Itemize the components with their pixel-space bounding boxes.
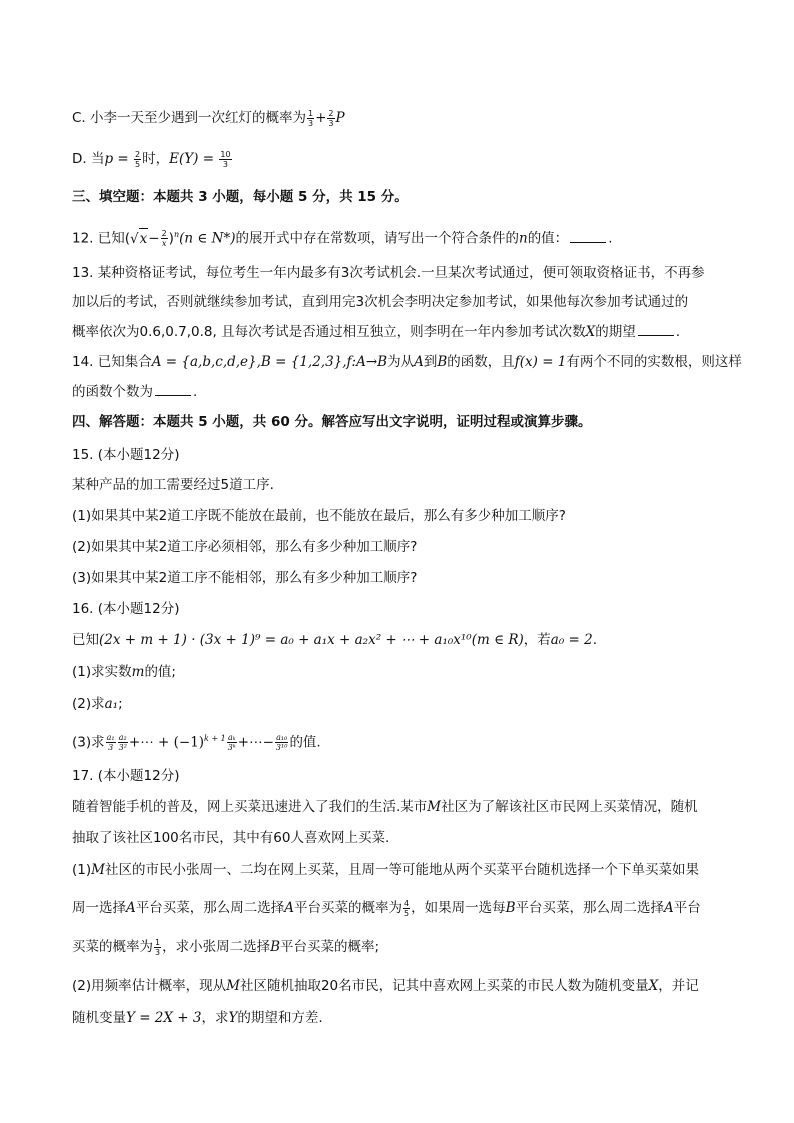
sqrt: √x [130,231,148,247]
text: 的期望和方差. [237,1010,323,1026]
fraction-den: 5 [404,908,410,918]
text: 12. 已知( [72,230,131,247]
question-17-part-1-line-1 [72,860,699,880]
text: 为从 [387,354,415,370]
question-15-stem: 某种产品的加工需要经过5道工序. [72,477,274,493]
fraction-den: 3 [328,118,334,128]
fraction-num: 2 [161,229,167,238]
variable-a: A [664,900,674,916]
text: 社区为了解该社区市民网上买菜情况，随机 [441,799,698,815]
exponent-n: n [173,230,180,239]
variable-b: B [437,354,448,370]
text: . [592,632,598,648]
option-d-text: D. 当 [72,151,105,167]
variable-a: A [414,354,424,370]
question-14-line-2 [72,382,197,402]
text: 的值： [527,230,569,247]
fraction-den: 3 [155,947,161,957]
text: +⋯− [237,734,274,751]
option-c [72,108,345,128]
text: ，如果周一选每 [411,900,506,916]
text: ，并记 [658,978,699,994]
text: 平台买菜，那么周二选择 [135,900,285,916]
fraction-den: 5 [135,159,141,169]
sqrt-radicand: x [139,228,149,249]
set-definition: A = {a,b,c,d,e},B = {1,2,3},f:A→B [151,354,388,370]
text: 的期望 [595,324,636,340]
text: 的值; [144,664,176,680]
variable-m: M [427,799,442,815]
fraction [118,733,128,752]
text: 到 [423,354,438,370]
fraction [134,150,141,169]
fraction-num: 10 [220,149,231,159]
text: (1) [72,862,92,878]
answer-blank [155,383,191,396]
question-16-part-2 [72,694,123,714]
fraction-den: 3ᵏ [227,743,236,752]
text: 随着智能手机的普及，网上买菜迅速进入了我们的生活.某市 [72,799,428,815]
equation: f(x) = 1 [514,354,567,370]
text: 有两个不同的实数根，则这样 [566,354,742,370]
question-13-line-1: 13. 某种资格证考试，每位考生一年内最多有3次考试机会.一旦某次考试通过，便可领取资格证书，不再参 [72,265,705,281]
question-17-part-1-line-3 [72,937,379,957]
variable-m: m [131,664,145,680]
plus-sign: + [315,110,327,126]
question-17-part-1-line-2 [72,898,701,918]
question-17-heading: 17. (本小题12分) [72,768,180,784]
fraction-num: a₁₀ [276,733,288,742]
text: (1)求实数 [72,664,132,680]
variable-b: B [270,939,281,955]
text: (3)求 [72,734,105,751]
section-4-heading: 四、解答题：本题共 5 小题，共 60 分。解答应写出文字说明，证明过程或演算步骤。 [72,414,592,430]
text: 概率依次为0.6,0.7,0.8, 且每次考试是否通过相互独立，则李明在一年内参加考试次数 [72,324,586,340]
text: 的函数个数为 [72,384,153,400]
question-15-part-3: (3)如果其中某2道工序不能相邻，那么有多少种加工顺序? [72,570,418,586]
question-15-part-2: (2)如果其中某2道工序必须相邻，那么有多少种加工顺序? [72,539,418,555]
text: 随机变量 [72,1010,126,1026]
text: (2)用频率估计概率，现从 [72,978,227,994]
question-16-part-1 [72,662,176,682]
variable-m: M [91,862,105,878]
fraction-num: 2 [328,108,334,118]
fraction-num: a₂ [118,733,127,742]
question-15-part-1: (1)如果其中某2道工序既不能放在最前，也不能放在最后，那么有多少种加工顺序? [72,508,566,524]
variable-a1: a₁ [104,696,119,712]
text: +⋯ + (−1) [128,734,205,751]
section-3-heading: 三、填空题：本题共 3 小题，每小题 5 分，共 15 分。 [72,189,408,205]
fraction-num: 2 [135,149,141,159]
variable-b: B [505,900,516,916]
fraction-num: aₖ [227,733,236,742]
text: 的值. [289,734,321,751]
fraction-den: x [161,239,167,248]
variable-p: P [335,110,345,126]
equals: = [198,151,219,167]
text: ，若 [523,632,551,648]
text: ; [118,696,123,712]
fraction [161,229,168,248]
text: 14. 已知集合 [72,354,152,370]
variable-a: A [126,900,136,916]
variable-n: n [518,230,528,247]
exponent: k + 1 [204,734,226,743]
variable-m: M [226,978,240,994]
text: 的函数，且 [447,354,515,370]
fraction [154,938,161,957]
question-16-part-3 [72,729,321,753]
question-17-part-2-line-1 [72,976,699,996]
variable-x: X [648,978,659,994]
fraction-den: 3¹⁰ [275,743,288,752]
text: 平台买菜的概率为 [294,900,402,916]
text: . [675,324,680,340]
text: 平台买菜的概率; [280,939,380,955]
fraction-den: 3 [308,118,314,128]
equation: Y = 2X + 3 [126,1010,202,1026]
equation: a₀ = 2 [550,632,593,648]
question-13-line-3 [72,322,680,342]
option-c-text: C. 小李一天至少遇到一次红灯的概率为 [72,110,307,126]
text: 平台买菜，那么周二选择 [515,900,665,916]
fraction [327,109,334,128]
text: ) [168,230,174,247]
condition: (n ∈ N*) [179,230,236,247]
fraction [307,109,314,128]
fraction-num: 1 [308,108,314,118]
question-17-line-2: 抽取了该社区100名市民，其中有60人喜欢网上买菜. [72,830,390,846]
text: 社区的市民小张周一、二均在网上买菜，且周一等可能地从两个买菜平台随机选择一个下单买菜如果 [104,862,699,878]
fraction [106,733,116,752]
question-13-line-2: 加以后的考试，否则就继续参加考试，直到用完3次机会李明决定参加考试，如果他每次参加考试通过的 [72,294,689,310]
fraction-num: 1 [155,937,161,947]
answer-blank [638,323,674,336]
text: 的展开式中存在常数项，请写出一个符合条件的 [235,230,519,247]
variable-y: Y [228,1010,238,1026]
fraction-den: 3 [108,743,114,752]
text: 社区随机抽取20名市民，记其中喜欢网上买菜的市民人数为随机变量 [239,978,649,994]
fraction [219,150,231,169]
expectation: E(Y) [169,151,199,167]
question-16-stem [72,630,597,650]
variable-x: X [585,324,596,340]
variable-p: p [104,151,114,167]
question-17-line-1 [72,797,698,817]
option-d [72,149,233,169]
question-14-line-1 [72,352,742,372]
question-17-part-2-line-2 [72,1008,323,1028]
fraction-den: 3² [118,743,127,752]
fraction [227,733,237,752]
text: . [193,384,198,400]
text: ，求小张周二选择 [162,939,271,955]
question-16-heading: 16. (本小题12分) [72,601,180,617]
answer-blank [570,230,606,243]
text: 买菜的概率为 [72,939,153,955]
equation: (2x + m + 1) · (3x + 1)⁹ = a₀ + a₁x + a₂x² + ⋯ + a₁₀x¹⁰(m ∈ R) [99,632,524,648]
fraction-num: 4 [404,898,410,908]
fraction [275,733,289,752]
fraction-den: 3 [222,159,228,169]
equals: = [113,151,134,167]
text: 时， [142,151,170,167]
minus: − [148,230,160,247]
text: . [608,230,613,247]
fraction [403,899,410,918]
fraction-num: a₁ [106,733,115,742]
text: 已知 [72,632,99,648]
question-15-heading: 15. (本小题12分) [72,447,180,463]
text: ，求 [201,1010,229,1026]
text: 周一选择 [72,900,126,916]
text: 平台 [673,900,701,916]
question-12 [72,225,612,249]
text: (2)求 [72,696,105,712]
variable-a: A [284,900,294,916]
